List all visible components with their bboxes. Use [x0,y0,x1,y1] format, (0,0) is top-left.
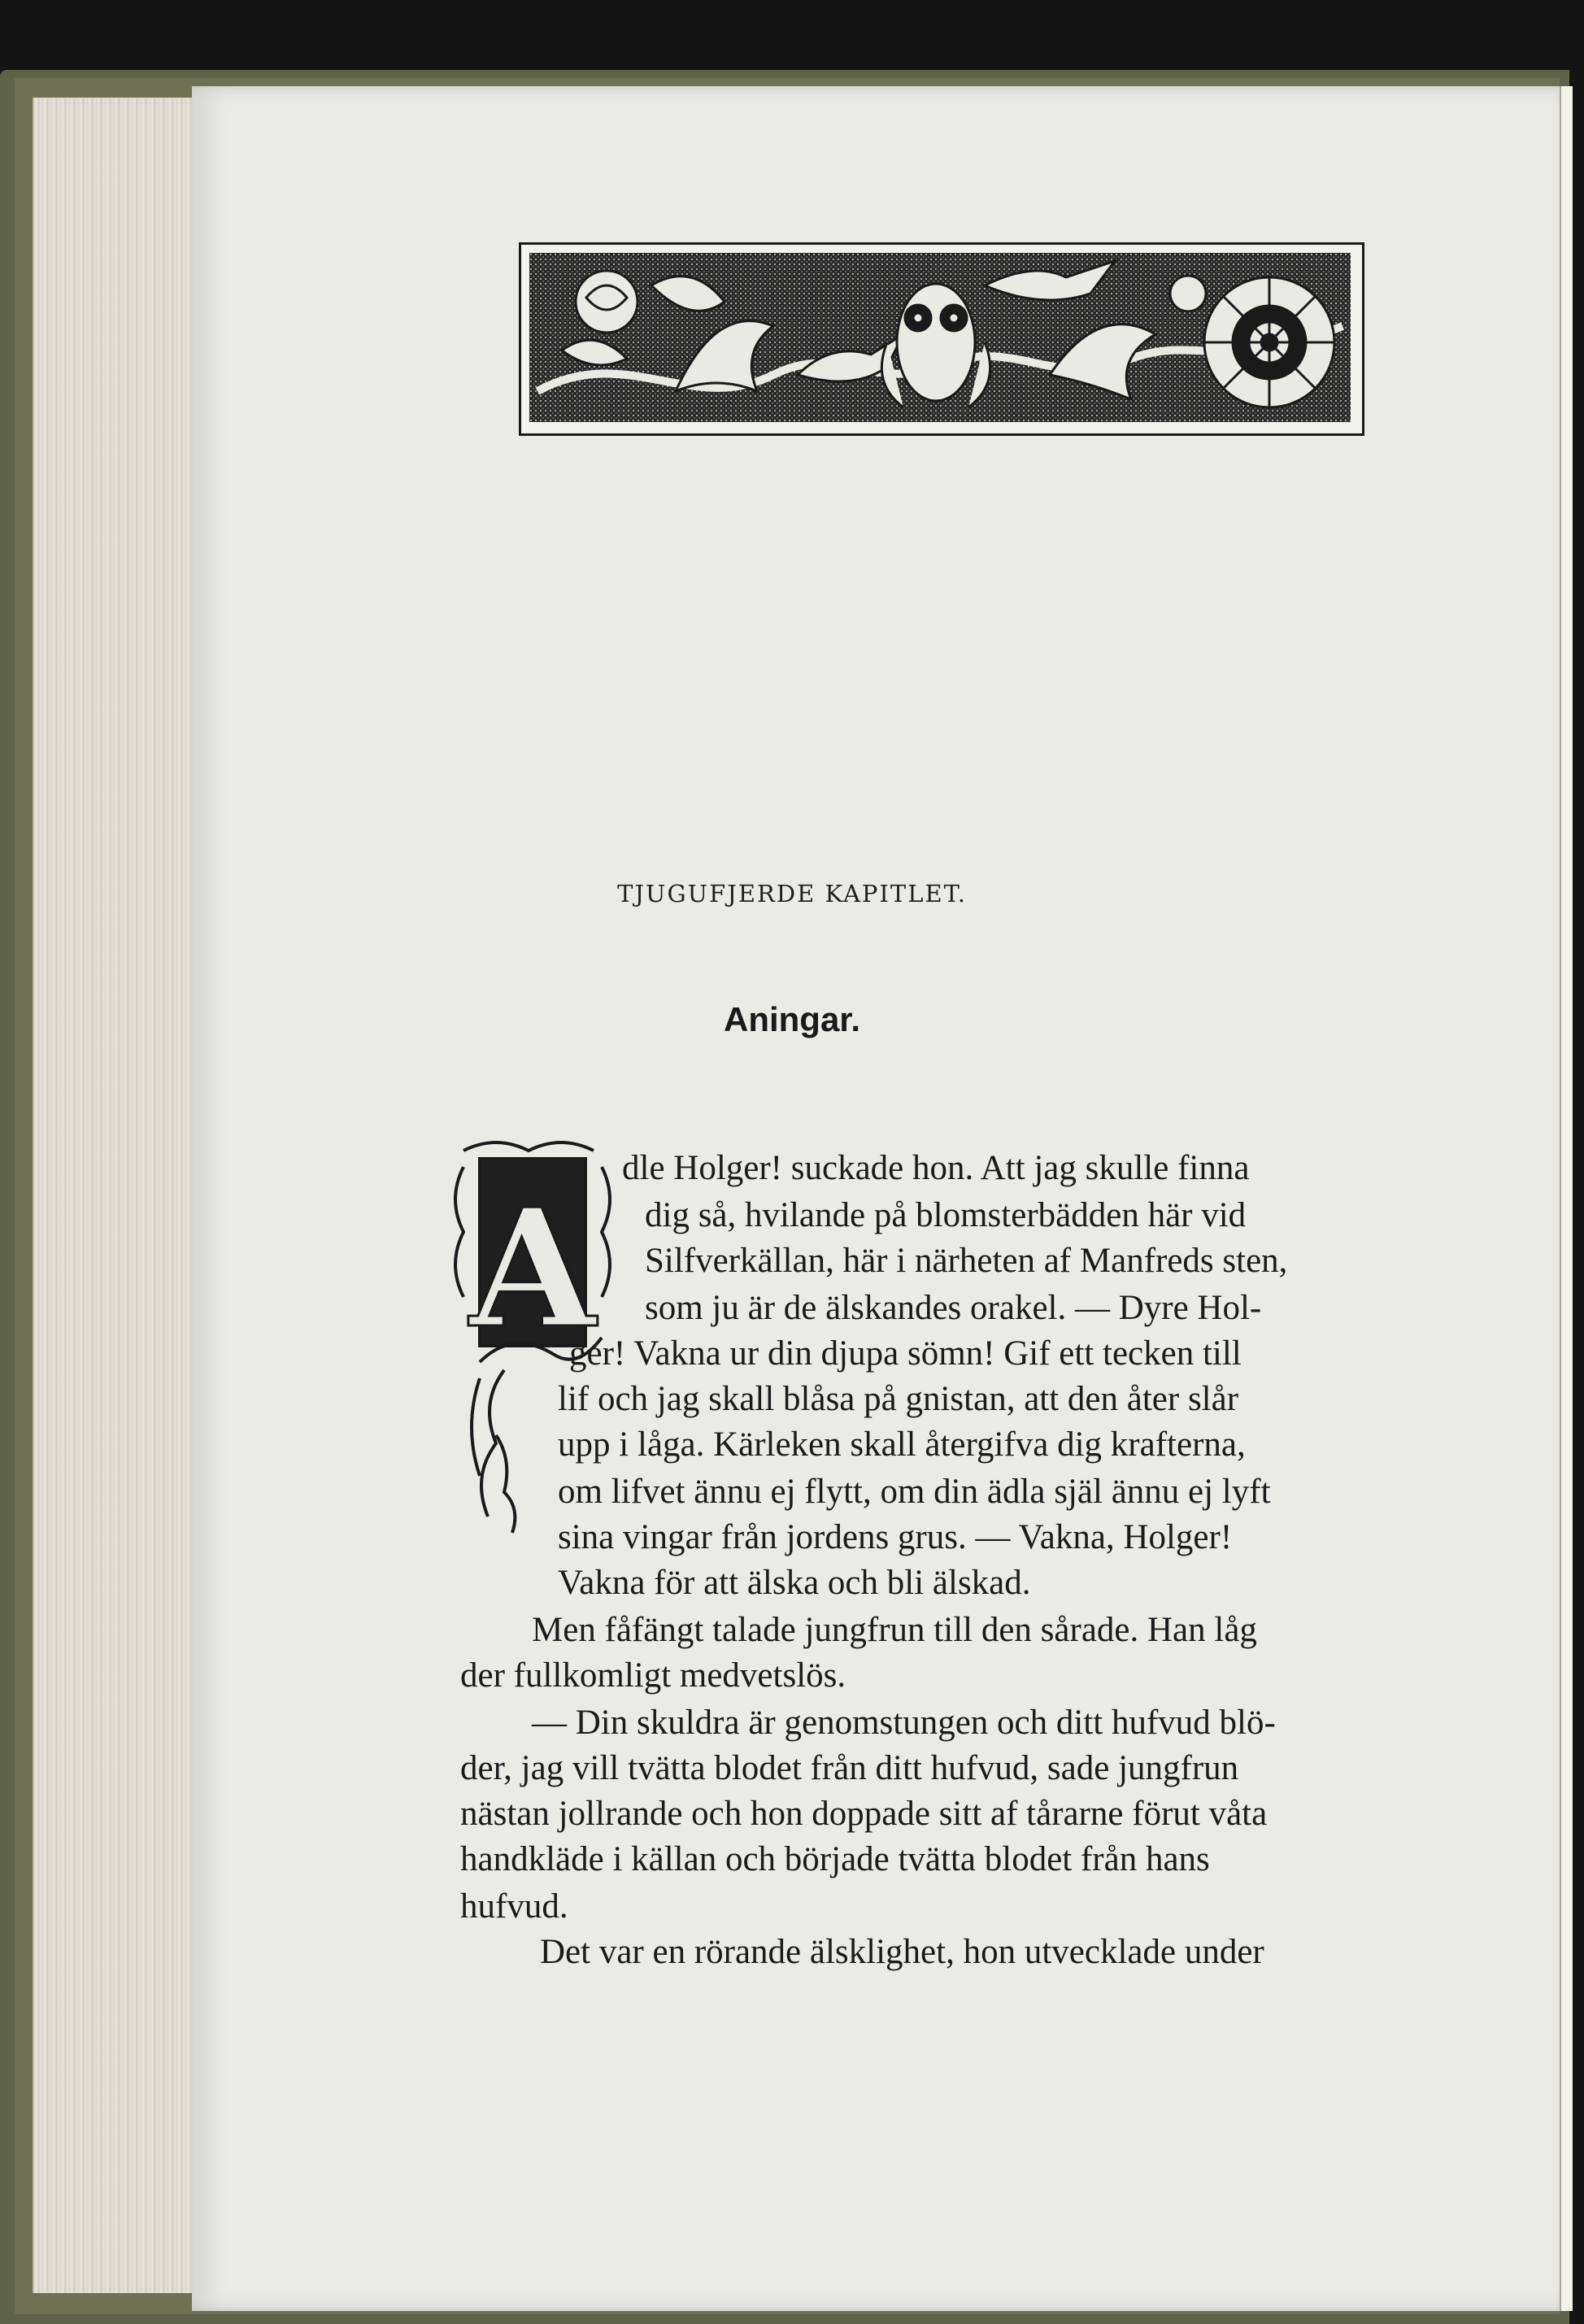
drop-cap-letter: A [469,1173,596,1364]
text-line: ger! Vakna ur din djupa sömn! Gif ett tecken till [569,1334,1242,1373]
text-line: Det var en rörande älsklighet, hon utvecklade under [540,1933,1264,1971]
headpiece-ornament-icon [529,253,1351,422]
text-line: Men fåfängt talade jungfrun till den sårade. Han låg [532,1611,1257,1649]
page-edges [33,98,205,2293]
text-line: — Din skuldra är genomstungen och ditt hufvud blö- [532,1704,1276,1742]
text-line: dig så, hvilande på blomsterbädden här vid [645,1196,1247,1234]
text-line: hufvud. [460,1887,568,1926]
text-line: Silfverkällan, här i närheten af Manfreds sten, [645,1242,1288,1280]
text-line: der, jag vill tvätta blodet från ditt hufvud, sade jungfrun [460,1749,1239,1787]
text-line: om lifvet ännu ej flytt, om din ädla själ ännu ej lyft [558,1473,1271,1511]
text-line: handkläde i källan och började tvätta blodet från hans [460,1840,1210,1878]
text-line: dle Holger! suckade hon. Att jag skulle finna [622,1149,1250,1187]
text-line: som ju är de älskandes orakel. — Dyre Hol- [645,1289,1262,1327]
ornamental-headpiece [519,242,1364,436]
chapter-heading: TJUGUFJERDE KAPITLET. [617,880,967,907]
text-line: lif och jag skall blåsa på gnistan, att den åter slår [558,1380,1239,1418]
text-line: upp i låga. Kärleken skall återgifva dig krafterna, [558,1425,1246,1464]
text-line: nästan jollrande och hon doppade sitt af tårarne förut våta [460,1795,1268,1833]
chapter-title: Aningar. [723,1000,861,1038]
text-line: sina vingar från jordens grus. — Vakna, Holger! [558,1518,1233,1556]
gutter-edge [1560,86,1573,2311]
text-line: Vakna för att älska och bli älskad. [558,1564,1031,1602]
text-line: der fullkomligt medvetslös. [460,1656,846,1695]
